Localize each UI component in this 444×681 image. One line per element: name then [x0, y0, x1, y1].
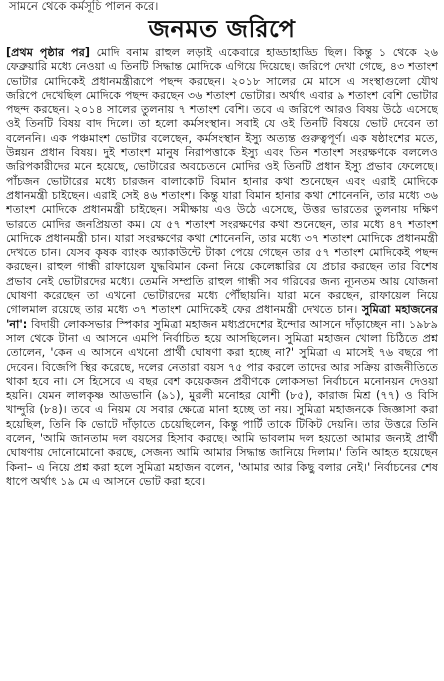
article-rest-text: বিদায়ী লোকসভার স্পিকার সুমিত্রা মহাজন মধ্যপ্রদেশের ইন্দোর আসনে দাঁড়াচ্ছেন না। ১৯৮৯ সাল থেকে টানা এ আসনে এমপি নির্বাচিত হয়ে আসছিলেন। সুমিত্রা মহাজন খোলা চিঠিতে প্রশ্ন তোলেন, 'কেন এ আসনে এখনো প্রার্থী ঘোষণা করা হচ্ছে না?' সুমিত্রা এ মাসেই ৭৬ বছরে পা দেবেন। বিজেপি স্থির করেছে, দলের নেতারা বয়স ৭৫ পার করলে তাদের আর সক্রিয় রাজনীতিতে থাকা হবে না। সে হিসেবে এ বছর বেশ কয়েকজন প্রবীণকে লোকসভা নির্বাচনে মনোনয়ন দেওয়া হয়নি। যেমন লালকৃষ্ণ আডভানি (৯১), মুরলী মনোহর যোশী (৮৫), কারাজ মিশ্র (৭৭) ও বিসি খান্দুরি (৮৪)। তবে এ নিয়ম যে সবার ক্ষেত্রে মানা হচ্ছে তা নয়। সুমিত্রা মহাজনকে জিজ্ঞাসা করা হয়েছিল, তিনি কি ভোটে দাঁড়াতে চেয়েছিলেন, কিন্তু পার্টি তাকে টিকিট দেয়নি। তার উত্তরে তিনি বলেন, 'আমি জানতাম দল বয়সের হিসাব করছে। আমি ভাবলাম দল হয়তো আমার জন্যই প্রার্থী ঘোষণায় দোনোমোনো করছে, সেজন্য আমি আমার সিদ্ধান্ত জানিয়ে দিলাম।' তিনি আহত হয়েছেন কিনা– এ নিয়ে প্রশ্ন করা হলে সুমিত্রা মহাজন বলেন, 'আমার আর কিছু বলার নেই।' নির্বাচনের শেষ ধাপে অর্থাৎ ১৯ মে এ আসনে ভোট করা হবে।	[6, 317, 438, 488]
article-headline: জনমত জরিপে	[148, 15, 296, 43]
section-continuation-tag: [প্রথম পৃষ্ঠার পর]	[6, 46, 90, 59]
article-subhead: সুমিত্রা মহাজনের 'না':	[6, 303, 438, 331]
previous-article-tail: সামনে থেকে কর্মসূচি পালন করে।	[9, 0, 159, 13]
article-intro-text: মোদি বনাম রাহুল লড়াই একেবারে হাড্ডাহাড্ডি ছিল। কিন্তু ১ থেকে ২৬ ফেব্রুয়ারি মধ্যে নেওয়া এ তিনটি সিদ্ধান্ত মোদিকে এগিয়ে দিয়েছে। জরিপে দেখা গেছে, ৪৩ শতাংশ ভোটার মোদিকেই প্রধানমন্ত্রীরূপে পছন্দ করছেন। ২০১৮ সালের মে মাসে এ সংস্থাগুলো যৌথ জরিপে দেখেছিল মোদিকে পছন্দ করছেন ৩৬ শতাংশ ভোটার। অর্থাৎ এবার ৯ শতাংশ বেশি ভোটার পছন্দ করছেন। ২০১৪ সালের তুলনায় ৭ শতাংশ বেশি। তবে এ জরিপে আরও বিষয় উঠে এসেছে ওই তিনটি বিষয় বাদ দিলে। তা হলো কর্মসংস্থান। সবাই যে ওই তিনটি বিষয়ে ভোট দেবেন তা বলেননি। এক পঞ্চমাংশ ভোটার বলেছেন, কর্মসংস্থান ইস্যু অত্যন্ত গুরুত্বপূর্ণ। এক ষষ্ঠাংশের মতে, উন্নয়ন প্রধান বিষয়। দুই শতাংশ মানুষ নিরাপত্তাকে ইস্যু এবং তিন শতাংশ সংরক্ষণকে বললেও জরিপকারীদের মনে হয়েছে, ভোটারের অবচেতনে মোদির ওই তিনটি প্রধান ইস্যু প্রভাব ফেলেছে। পাঁচজন ভোটারের মধ্যে চারজন বালাকোট বিমান হানার কথা শুনেছেন এবং এরাই মোদিকে প্রধানমন্ত্রী চাইছেন। এরাই সেই ৪৬ শতাংশ। কিন্তু যারা বিমান হানার কথা শোনেননি, তার মধ্যে ৩৬ শতাংশ মোদিকে প্রধানমন্ত্রী চাইছেন। সমীক্ষায় এও উঠে এসেছে, উত্তর ভারতের তুলনায় দক্ষিণ ভারতে মোদির জনপ্রিয়তা কম। যে ৫৭ শতাংশ সংরক্ষণের কথা শুনেছেন, তার মধ্যে ৪৭ শতাংশ মোদিকে প্রধানমন্ত্রী চান। যারা সংরক্ষণের কথা শোনেননি, তার মধ্যে ৩৭ শতাংশ মোদিকে প্রধানমন্ত্রী দেখতে চান। যেসব কৃষক ব্যাংক অ্যাকাউন্টে টাকা পেয়ে গেছেন তার ৫৭ শতাংশ মোদিকেই পছন্দ করছেন। রাহুল গান্ধী রাফায়েল যুদ্ধবিমান কেনা নিয়ে কেলেঙ্কারির যে প্রচার করছেন তার বিশেষ প্রভাব নেই ভোটারদের মধ্যে। তেমনি সম্প্রতি রাহুল গান্ধী সব গরিবের জন্য ন্যূনতম আয় যোজনা ঘোষণা করেছেন তা এখনো ভোটারদের মধ্যে পৌঁছায়নি। যারা মনে করছেন, রাফায়েল নিয়ে গোলমাল রয়েছে তার মধ্যে ৩৭ শতাংশ মোদিকেই ফের প্রধানমন্ত্রী দেখতে চান।	[6, 46, 438, 317]
article-body	[6, 46, 438, 676]
